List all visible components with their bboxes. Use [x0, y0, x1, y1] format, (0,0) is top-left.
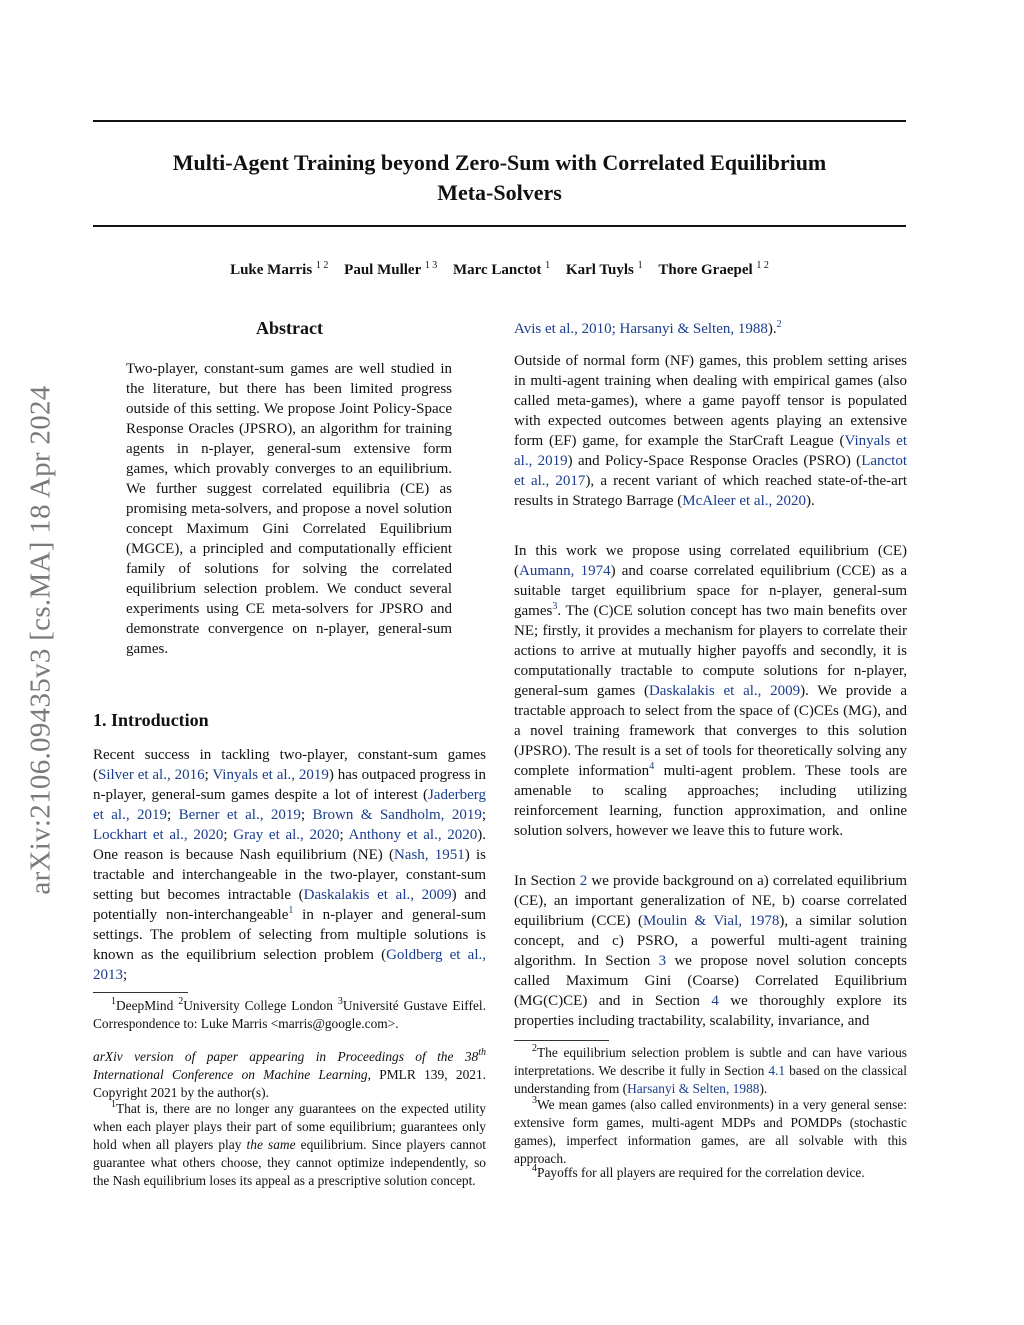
text-run: ).	[759, 1081, 768, 1096]
text-run: In Section	[514, 873, 580, 889]
text-run: equilibrium. Since players cannot guarantee what others choose, they cannot optimize independently, so the Nash equilibrium loses its appeal as a prescriptive solution concept.	[93, 1137, 486, 1188]
footnote-number: 4	[532, 1163, 537, 1174]
arxiv-identifier-stamp: arXiv:2106.09435v3 [cs.MA] 18 Apr 2024	[24, 385, 57, 895]
author-name: Luke Marris	[230, 262, 313, 278]
text-run: ) and coarse correlated equilibrium (CCE) as a suitable target equilibrium space for n-player, general-sum games	[514, 563, 907, 619]
author-affiliation-mark: 1	[637, 260, 643, 271]
footnote-rule	[514, 1040, 609, 1041]
text-run: . The (C)CE solution concept has two main benefits over NE; firstly, it provides a mechanism for players to correlate their actions to arrive at mutually higher payoffs and secondly, it is computationally tractable to compute solutions for n-player, general-sum games (	[514, 603, 907, 699]
text-run: The equilibrium selection problem is subtle and can have various interpretations. We describe it fully in Section	[514, 1045, 907, 1078]
citation-link[interactable]: Nash, 1951	[393, 847, 465, 863]
abstract-heading: Abstract	[256, 318, 323, 338]
citation-link[interactable]: Goldberg et al., 2013	[93, 947, 486, 983]
citation-link[interactable]: Aumann, 1974	[519, 563, 611, 579]
text-run: we thoroughly explore its properties including tractability, scalability, invariance, and	[514, 993, 907, 1029]
footnote-marker[interactable]: 3	[552, 601, 558, 612]
text-run: ) and Policy-Space Response Oracles (PSRO) (	[567, 453, 862, 469]
citation-link[interactable]: McAleer et al., 2020	[682, 493, 806, 509]
citation-link[interactable]: Jaderberg et al., 2019	[93, 787, 486, 823]
citation-link[interactable]: Daskalakis et al., 2009	[648, 683, 801, 699]
note-italic: International Conference on Machine Learning	[93, 1067, 368, 1082]
author	[344, 262, 437, 278]
text-run: ), a similar solution concept, and c) PSRO, a powerful multi-agent training algorithm. In Section	[514, 913, 908, 969]
text-run: we propose novel solution concepts called Maximum Gini (Coarse) Correlated Equilibrium (MG(C)CE) and in Section	[514, 953, 908, 1009]
text-run: In this work we propose using correlated equilibrium (CE) (	[514, 543, 907, 579]
text-run: ).	[767, 321, 777, 337]
citation-link[interactable]: Vinyals et al., 2019	[514, 433, 907, 469]
text-run: ;	[123, 967, 128, 983]
author-name: Paul Muller	[344, 262, 421, 278]
footnote-marker[interactable]: 2	[776, 319, 782, 330]
intro-paragraph	[93, 745, 486, 985]
author-name: Thore Graepel	[658, 262, 753, 278]
citation-link[interactable]: Lockhart et al., 2020	[93, 827, 224, 843]
affiliation-mark: 1	[111, 996, 116, 1007]
section-link[interactable]: 3	[658, 953, 667, 969]
title-line-1: Multi-Agent Training beyond Zero-Sum with Correlated Equilibrium	[172, 150, 827, 175]
text-run: ;	[223, 827, 234, 843]
continued-citation-line	[514, 319, 907, 339]
footnote-number: 1	[111, 1099, 116, 1110]
text-run: Recent success in tackling two-player, constant-sum games (	[93, 747, 486, 783]
citation-link[interactable]: Brown & Sandholm, 2019	[312, 807, 482, 823]
footnote-1	[93, 1100, 486, 1190]
text-run: ) is tractable and interchangeable in the two-player, constant-sum setting but becomes intractable (	[93, 847, 487, 903]
author	[566, 262, 643, 278]
citation-link[interactable]: Daskalakis et al., 2009	[303, 887, 452, 903]
affiliation: DeepMind	[116, 998, 179, 1013]
text-run: we provide background on a) correlated equilibrium (CE), an important generalization of NE, b) coarse correlated equilibrium (CCE) (	[514, 873, 907, 929]
text-run: Outside of normal form (NF) games, this problem setting arises in multi-agent training when dealing with empirical games (also called meta-games), where a game payoff tensor is populated with expected outcomes between agents playing an extensive form (EF) game, for example the StarCraft League (	[514, 353, 907, 449]
publication-note	[93, 1048, 486, 1102]
author-name: Marc Lanctot	[452, 262, 542, 278]
text-run: ).	[806, 493, 815, 509]
author-affiliation-mark: 1 2	[756, 260, 769, 271]
affiliation: University College London	[183, 998, 338, 1013]
text-run: ) has outpaced progress in n-player, general-sum games despite a lot of interest (	[93, 767, 487, 803]
citation-link[interactable]: Berner et al., 2019	[178, 807, 301, 823]
text-run: ;	[481, 807, 487, 823]
intro-paragraph	[514, 541, 907, 841]
text-run: That is, there are no longer any guarantees on the expected utility when each player plays their part of some equilibrium; guarantees only hold when all players play	[93, 1101, 486, 1152]
intro-paragraph	[514, 351, 907, 511]
citation-link[interactable]: Anthony et al., 2020	[348, 827, 478, 843]
title-rule-bottom	[93, 225, 906, 227]
text-run: Payoffs for all players are required for the correlation device.	[537, 1165, 865, 1180]
footnote-number: 2	[532, 1043, 537, 1054]
footnote-3	[514, 1096, 907, 1168]
text-run: We mean games (also called environments) in a very general sense: extensive form games, multi-agent MDPs and POMDPs (stochastic games), imperfect information games, are all solvable with this approach.	[514, 1097, 907, 1166]
author	[230, 262, 328, 278]
affiliations-footnote	[93, 997, 486, 1033]
paper-title	[93, 148, 906, 208]
citation-link[interactable]: Vinyals et al., 2019	[212, 767, 329, 783]
title-line-2: Meta-Solvers	[437, 180, 562, 205]
footnote-4	[514, 1164, 907, 1182]
affiliation-mark: 3	[337, 996, 343, 1007]
section-link[interactable]: 4.1	[768, 1063, 786, 1078]
text-run: ;	[339, 827, 349, 843]
footnote-number: 3	[532, 1095, 537, 1106]
citation-link[interactable]: Avis et al., 2010; Harsanyi & Selten, 1988	[514, 321, 768, 337]
citation-link[interactable]: Silver et al., 2016	[98, 767, 205, 783]
text-run: ;	[300, 807, 313, 823]
citation-link[interactable]: Gray et al., 2020	[233, 827, 340, 843]
citation-link[interactable]: Harsanyi & Selten, 1988	[627, 1081, 760, 1096]
author	[453, 262, 550, 278]
author-affiliation-mark: 1 3	[424, 260, 438, 271]
emphasis: the same	[246, 1137, 296, 1152]
note-superscript: th	[478, 1047, 486, 1058]
footnote-2	[514, 1044, 907, 1098]
text-run: in n-player and general-sum settings. The problem of selecting from multiple solutions is known as the equilibrium selection problem (	[93, 907, 486, 963]
section-link[interactable]: 2	[579, 873, 588, 889]
text-run: ;	[204, 767, 213, 783]
note-text: , PMLR 139, 2021. Copyright 2021 by the author(s).	[93, 1067, 487, 1100]
text-run: ). One reason is because Nash equilibrium (NE) (	[93, 827, 487, 863]
intro-paragraph	[514, 871, 907, 1031]
author-name: Karl Tuyls	[565, 262, 634, 278]
text-run: ), a recent variant of which reached state-of-the-art results in Stratego Barrage (	[514, 473, 907, 509]
text-run: based on the classical understanding from (	[514, 1063, 907, 1096]
citation-link[interactable]: Moulin & Vial, 1978	[642, 913, 780, 929]
text-run: ) and potentially non-interchangeable	[93, 887, 487, 923]
text-run: multi-agent problem. These tools are amenable to scaling approaches; including utilizing reinforcement learning, function approximation, and online solution solvers, however we leave this to future work.	[514, 763, 908, 839]
affiliation-mark: 2	[178, 996, 184, 1007]
section-heading-introduction: 1. Introduction	[93, 710, 209, 730]
section-link[interactable]: 4	[711, 993, 719, 1009]
text-run: ;	[167, 807, 179, 823]
author-list	[93, 262, 906, 279]
author-affiliation-mark: 1 2	[315, 260, 329, 271]
footnote-rule	[93, 992, 188, 993]
title-rule-top	[93, 120, 906, 122]
text-run: ). We provide a tractable approach to select from the space of (C)CEs (MG), and a novel training framework that converges to this solution (JPSRO). The result is a set of tools for theoretically solving any complete information	[514, 683, 907, 779]
abstract-text: Two-player, constant-sum games are well studied in the literature, but there has been limited progress outside of this setting. We propose Joint Policy-Space Response Oracles (JPSRO), an algorithm for training agents in n-player, general-sum extensive form games, which provably converges to an equilibrium. We further suggest correlated equilibria (CE) as promising meta-solvers, and propose a novel solution concept Maximum Gini Correlated Equilibrium (MGCE), a principled and computationally efficient family of solutions for solving the correlated equilibrium selection problem. We conduct several experiments using CE meta-solvers for JPSRO and demonstrate convergence on n-player, general-sum games.	[126, 361, 452, 657]
author	[658, 262, 769, 278]
affiliation: Université Gustave Eiffel. Correspondence to: Luke Marris <marris@google.com>.	[93, 998, 486, 1031]
note-italic: arXiv version of paper appearing in Proceedings of the 38	[93, 1049, 479, 1064]
footnote-marker[interactable]: 1	[288, 905, 294, 916]
footnote-marker[interactable]: 4	[649, 761, 655, 772]
author-affiliation-mark: 1	[545, 260, 551, 271]
citation-link[interactable]: Lanctot et al., 2017	[514, 453, 908, 489]
